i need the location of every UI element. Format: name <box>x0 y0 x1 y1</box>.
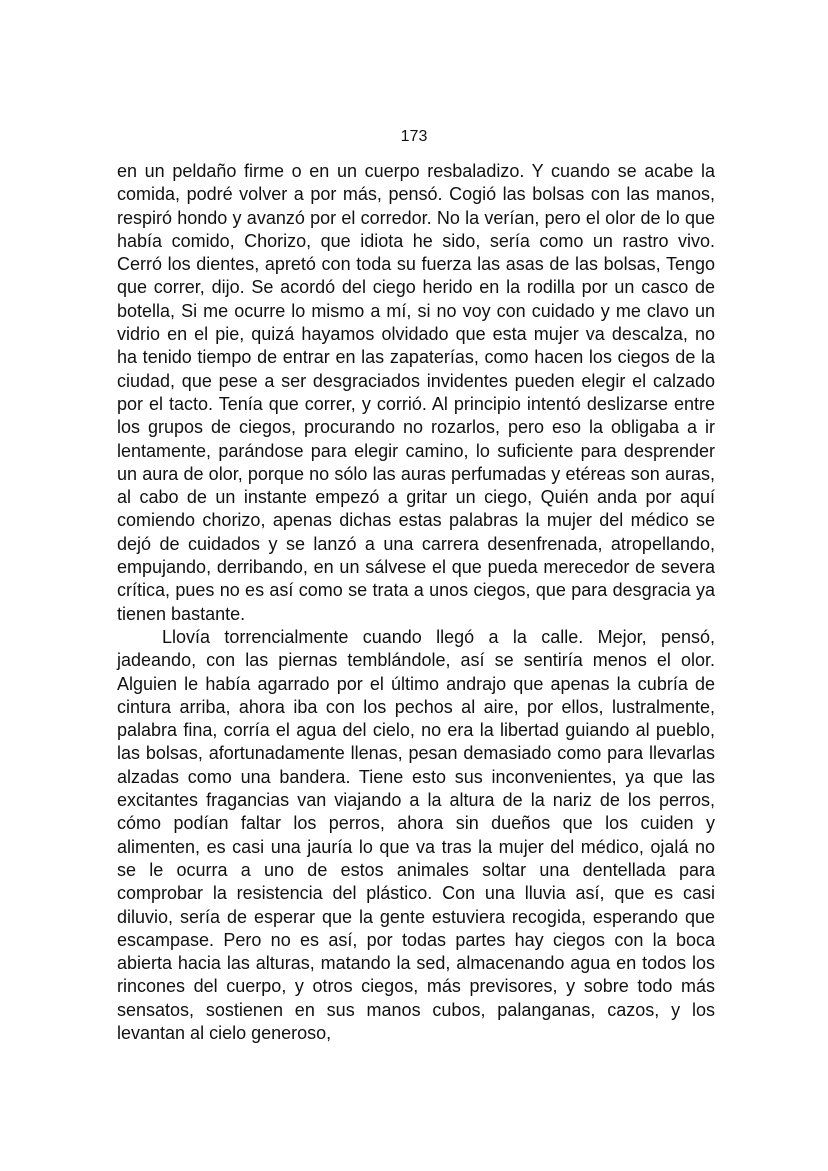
body-text <box>117 160 715 1045</box>
paragraph-2: Llovía torrencialmente cuando llegó a la calle. Mejor, pensó, jadeando, con las piernas temblándole, así se sentiría menos el olor. Alguien le había agarrado por el último andrajo que apenas la cubría de cintura arriba, ahora iba con los pechos al aire, por ellos, lustralmente, palabra fina, corría el agua del cielo, no era la libertad guiando al pueblo, las bolsas, afortunadamente llenas, pesan demasiado como para llevarlas alzadas como una bandera. Tiene esto sus inconvenientes, ya que las excitantes fragancias van viajando a la altura de la nariz de los perros, cómo podían faltar los perros, ahora sin dueños que los cuiden y alimenten, es casi una jauría lo que va tras la mujer del médico, ojalá no se le ocurra a uno de estos animales soltar una dentellada para comprobar la resistencia del plástico. Con una lluvia así, que es casi diluvio, sería de esperar que la gente estuviera recogida, esperando que escampase. Pero no es así, por todas partes hay ciegos con la boca abierta hacia las alturas, matando la sed, almacenando agua en todos los rincones del cuerpo, y otros ciegos, más previsores, y sobre todo más sensatos, sostienen en sus manos cubos, palanganas, cazos, y los levantan al cielo generoso, <box>117 626 715 1043</box>
page-number: 173 <box>400 128 428 145</box>
paragraph-1: en un peldaño firme o en un cuerpo resbaladizo. Y cuando se acabe la comida, podré volver a por más, pensó. Cogió las bolsas con las manos, respiró hondo y avanzó por el corredor. No la verían, pero el olor de lo que había comido, Chorizo, que idiota he sido, sería como un rastro vivo. Cerró los dientes, apretó con toda su fuerza las asas de las bolsas, Tengo que correr, dijo. Se acordó del ciego herido en la rodilla por un casco de botella, Si me ocurre lo mismo a mí, si no voy con cuidado y me clavo un vidrio en el pie, quizá hayamos olvidado que esta mujer va descalza, no ha tenido tiempo de entrar en las zapaterías, como hacen los ciegos de la ciudad, que pese a ser desgraciados invidentes pueden elegir el calzado por el tacto. Tenía que correr, y corrió. Al principio intentó deslizarse entre los grupos de ciegos, procurando no rozarlos, pero eso la obligaba a ir lentamente, parándose para elegir camino, lo suficiente para desprender un aura de olor, porque no sólo las auras perfumadas y etéreas son auras, al cabo de un instante empezó a gritar un ciego, Quién anda por aquí comiendo chorizo, apenas dichas estas palabras la mujer del médico se dejó de cuidados y se lanzó a una carrera desenfrenada, atropellando, empujando, derribando, en un sálvese el que pueda merecedor de severa crítica, pues no es así como se trata a unos ciegos, que para desgracia ya tienen bastante. <box>117 161 715 624</box>
